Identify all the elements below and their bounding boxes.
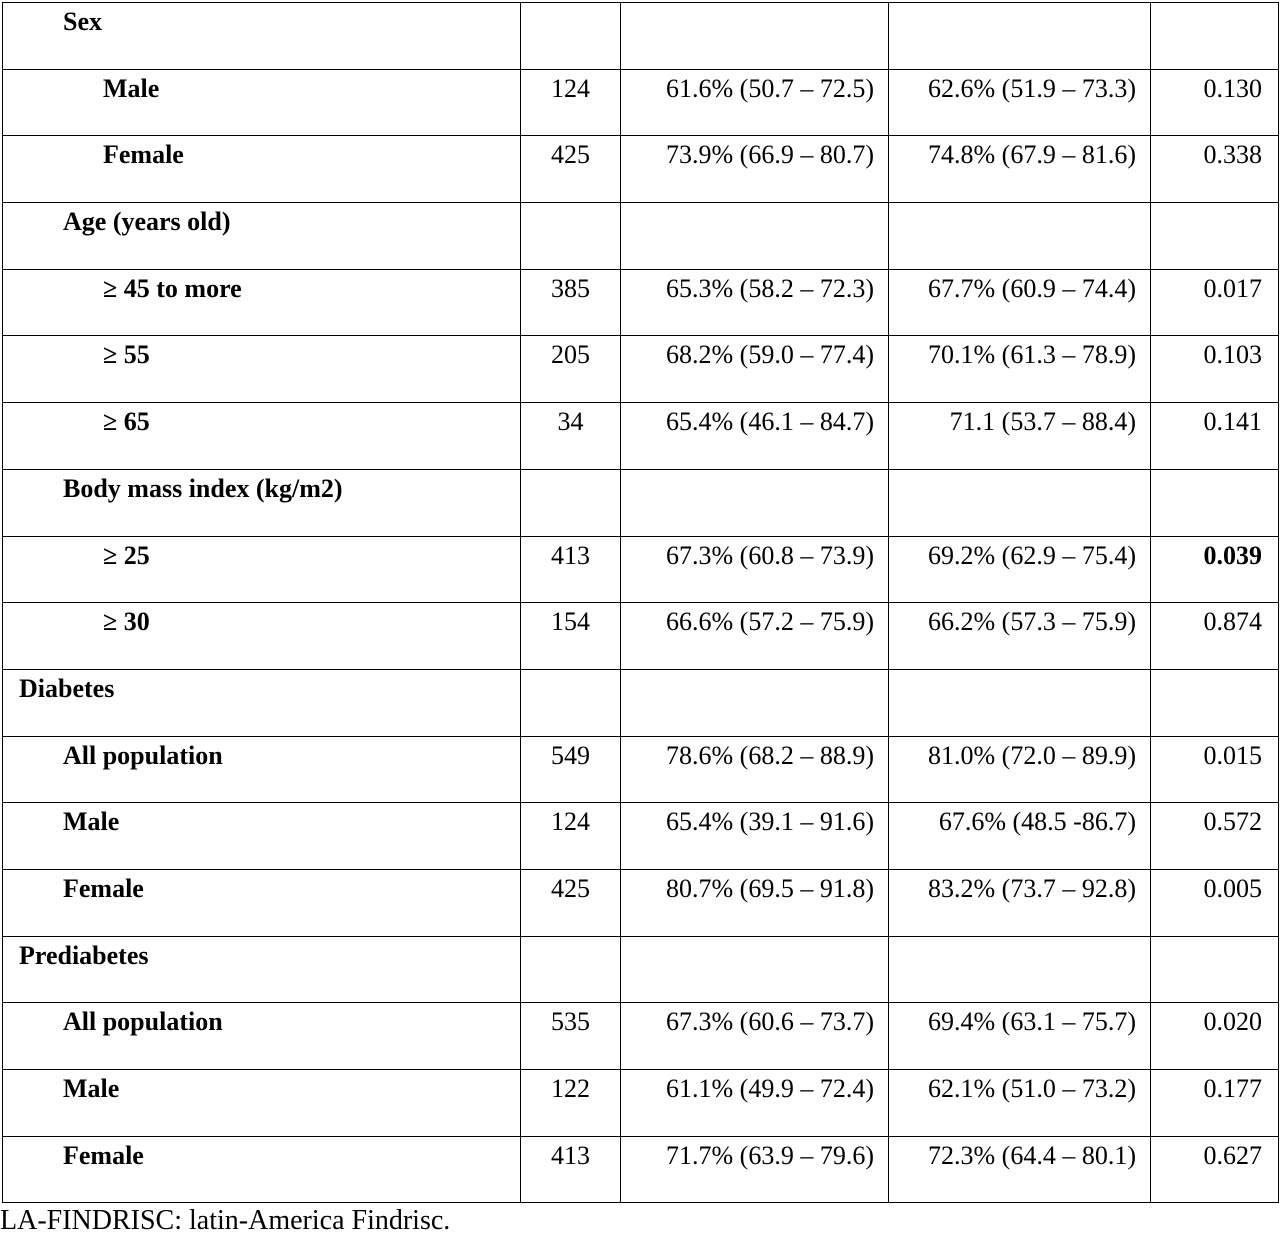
table-row (3, 203, 1279, 270)
sample-size-cell: 124 (521, 803, 621, 870)
estimate-ci-cell: 80.7% (69.5 – 91.8) (621, 869, 889, 936)
sample-size-cell: 413 (521, 1136, 621, 1203)
p-value-cell (1151, 669, 1279, 736)
estimate-ci-cell (889, 669, 1151, 736)
row-label: Male (3, 803, 521, 870)
estimate-ci-cell: 83.2% (73.7 – 92.8) (889, 869, 1151, 936)
p-value-cell: 0.627 (1151, 1136, 1279, 1203)
p-value-cell (1151, 469, 1279, 536)
table-row (3, 669, 1279, 736)
sample-size-cell: 413 (521, 536, 621, 603)
table-row (3, 1003, 1279, 1070)
table-row (3, 3, 1279, 70)
row-label: Female (3, 869, 521, 936)
estimate-ci-cell (889, 203, 1151, 270)
row-label: Male (3, 1070, 521, 1137)
table-row (3, 469, 1279, 536)
sample-size-cell: 205 (521, 336, 621, 403)
estimate-ci-cell: 67.7% (60.9 – 74.4) (889, 269, 1151, 336)
row-label: Age (years old) (3, 203, 521, 270)
estimate-ci-cell (621, 469, 889, 536)
row-label: ≥ 55 (3, 336, 521, 403)
table-row (3, 936, 1279, 1003)
row-label: Sex (3, 3, 521, 70)
estimate-ci-cell (621, 203, 889, 270)
sample-size-cell: 425 (521, 136, 621, 203)
estimate-ci-cell (621, 936, 889, 1003)
table-footnote: LA-FINDRISC: latin-America Findrisc. (0, 1205, 451, 1236)
p-value-cell: 0.020 (1151, 1003, 1279, 1070)
row-label: Male (3, 69, 521, 136)
estimate-ci-cell: 68.2% (59.0 – 77.4) (621, 336, 889, 403)
table-row (3, 803, 1279, 870)
results-table-body (3, 3, 1279, 1203)
row-label: Prediabetes (3, 936, 521, 1003)
sample-size-cell: 549 (521, 736, 621, 803)
row-label: ≥ 25 (3, 536, 521, 603)
results-table (2, 2, 1279, 1203)
sample-size-cell (521, 203, 621, 270)
p-value-cell (1151, 936, 1279, 1003)
table-row (3, 269, 1279, 336)
estimate-ci-cell (889, 936, 1151, 1003)
estimate-ci-cell: 78.6% (68.2 – 88.9) (621, 736, 889, 803)
p-value-cell: 0.039 (1151, 536, 1279, 603)
row-label: ≥ 30 (3, 603, 521, 670)
sample-size-cell (521, 469, 621, 536)
estimate-ci-cell: 73.9% (66.9 – 80.7) (621, 136, 889, 203)
table-row (3, 403, 1279, 470)
estimate-ci-cell (889, 3, 1151, 70)
row-label: Diabetes (3, 669, 521, 736)
estimate-ci-cell: 74.8% (67.9 – 81.6) (889, 136, 1151, 203)
estimate-ci-cell: 67.6% (48.5 -86.7) (889, 803, 1151, 870)
p-value-cell: 0.177 (1151, 1070, 1279, 1137)
estimate-ci-cell: 65.3% (58.2 – 72.3) (621, 269, 889, 336)
estimate-ci-cell (621, 3, 889, 70)
table-row (3, 603, 1279, 670)
estimate-ci-cell: 67.3% (60.6 – 73.7) (621, 1003, 889, 1070)
table-row (3, 1070, 1279, 1137)
p-value-cell: 0.015 (1151, 736, 1279, 803)
sample-size-cell: 34 (521, 403, 621, 470)
estimate-ci-cell (621, 669, 889, 736)
estimate-ci-cell: 65.4% (39.1 – 91.6) (621, 803, 889, 870)
sample-size-cell (521, 936, 621, 1003)
sample-size-cell: 122 (521, 1070, 621, 1137)
table-row (3, 869, 1279, 936)
table-row (3, 536, 1279, 603)
estimate-ci-cell: 69.4% (63.1 – 75.7) (889, 1003, 1151, 1070)
sample-size-cell: 385 (521, 269, 621, 336)
p-value-cell: 0.874 (1151, 603, 1279, 670)
estimate-ci-cell: 69.2% (62.9 – 75.4) (889, 536, 1151, 603)
p-value-cell: 0.005 (1151, 869, 1279, 936)
table-row (3, 69, 1279, 136)
row-label: Female (3, 1136, 521, 1203)
estimate-ci-cell: 71.1 (53.7 – 88.4) (889, 403, 1151, 470)
row-label: All population (3, 1003, 521, 1070)
p-value-cell (1151, 3, 1279, 70)
estimate-ci-cell: 81.0% (72.0 – 89.9) (889, 736, 1151, 803)
table-row (3, 136, 1279, 203)
estimate-ci-cell: 62.1% (51.0 – 73.2) (889, 1070, 1151, 1137)
sample-size-cell (521, 669, 621, 736)
row-label: ≥ 65 (3, 403, 521, 470)
sample-size-cell: 154 (521, 603, 621, 670)
p-value-cell: 0.017 (1151, 269, 1279, 336)
estimate-ci-cell: 65.4% (46.1 – 84.7) (621, 403, 889, 470)
p-value-cell (1151, 203, 1279, 270)
sample-size-cell (521, 3, 621, 70)
p-value-cell: 0.103 (1151, 336, 1279, 403)
p-value-cell: 0.130 (1151, 69, 1279, 136)
table-row (3, 1136, 1279, 1203)
estimate-ci-cell: 61.1% (49.9 – 72.4) (621, 1070, 889, 1137)
p-value-cell: 0.572 (1151, 803, 1279, 870)
p-value-cell: 0.141 (1151, 403, 1279, 470)
estimate-ci-cell: 71.7% (63.9 – 79.6) (621, 1136, 889, 1203)
sample-size-cell: 535 (521, 1003, 621, 1070)
estimate-ci-cell: 66.2% (57.3 – 75.9) (889, 603, 1151, 670)
sample-size-cell: 124 (521, 69, 621, 136)
row-label: ≥ 45 to more (3, 269, 521, 336)
estimate-ci-cell: 62.6% (51.9 – 73.3) (889, 69, 1151, 136)
p-value-cell: 0.338 (1151, 136, 1279, 203)
row-label: Female (3, 136, 521, 203)
estimate-ci-cell: 66.6% (57.2 – 75.9) (621, 603, 889, 670)
sample-size-cell: 425 (521, 869, 621, 936)
estimate-ci-cell (889, 469, 1151, 536)
table-row (3, 736, 1279, 803)
estimate-ci-cell: 61.6% (50.7 – 72.5) (621, 69, 889, 136)
table-row (3, 336, 1279, 403)
row-label: All population (3, 736, 521, 803)
row-label: Body mass index (kg/m2) (3, 469, 521, 536)
estimate-ci-cell: 72.3% (64.4 – 80.1) (889, 1136, 1151, 1203)
estimate-ci-cell: 67.3% (60.8 – 73.9) (621, 536, 889, 603)
estimate-ci-cell: 70.1% (61.3 – 78.9) (889, 336, 1151, 403)
